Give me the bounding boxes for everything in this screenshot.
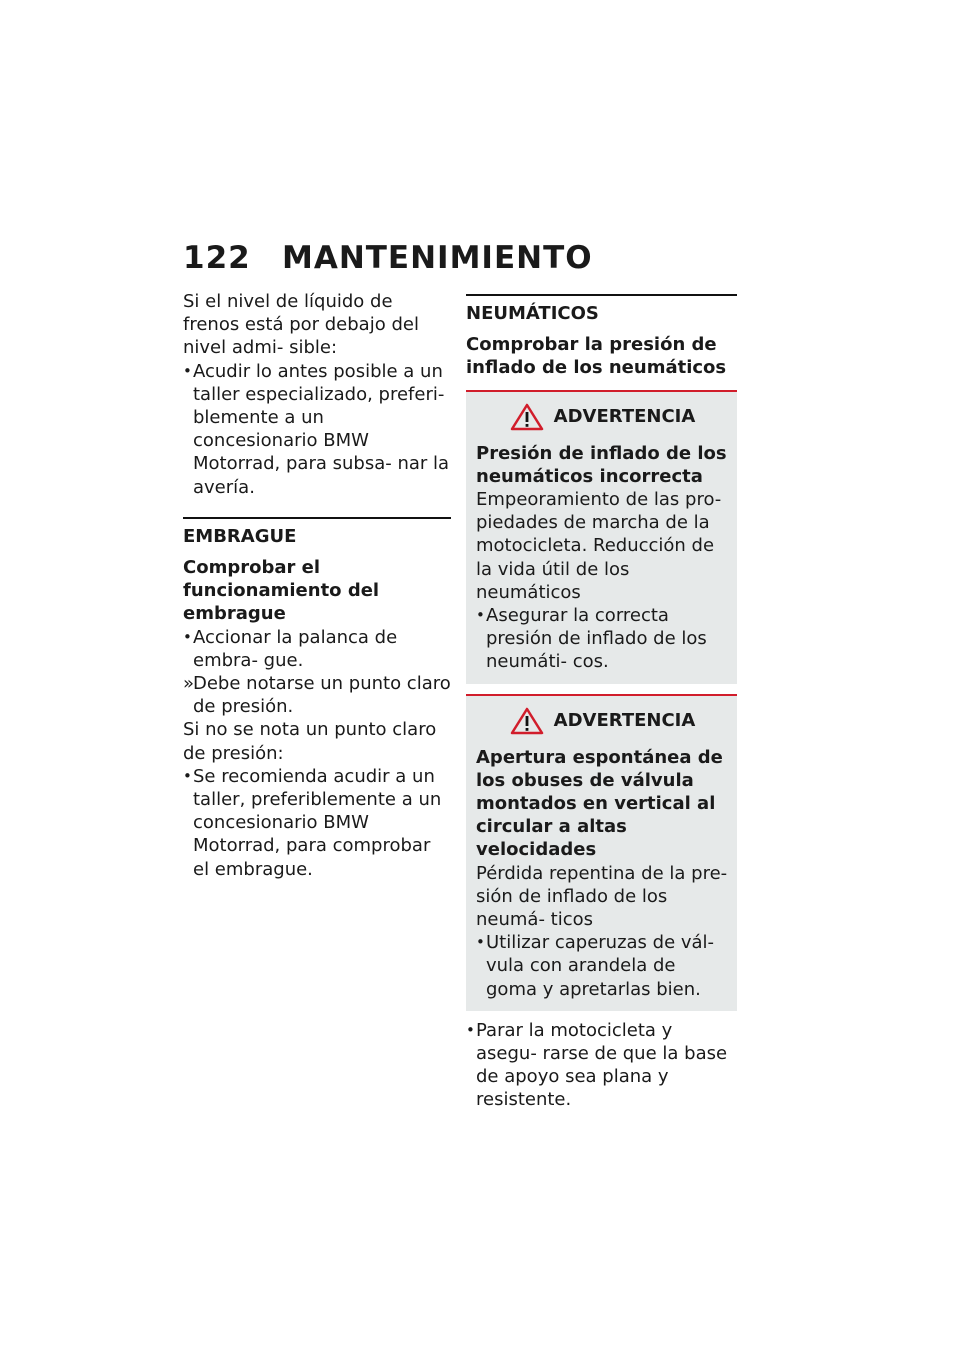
tyre-final-bullet: [466, 1019, 737, 1112]
bullet-mark: •: [466, 1020, 475, 1039]
section-title-neumaticos: NEUMÁTICOS: [466, 303, 599, 324]
bullet-text: Accionar la palanca de embra- gue.: [193, 626, 398, 671]
clutch-condition: Si no se nota un punto claro de presión:: [183, 719, 437, 764]
bullet-text: Parar la motocicleta y asegu- rarse de que la base de apoyo sea plana y resistente.: [476, 1019, 728, 1111]
warning-triangle-icon: [510, 707, 544, 735]
page-number: 122: [183, 240, 251, 276]
brake-fluid-bullet: [183, 360, 451, 499]
result-text: Debe notarse un punto claro de presión.: [193, 673, 451, 718]
warning-header: [476, 402, 729, 432]
bullet-mark: •: [476, 933, 485, 952]
result-mark: »: [183, 673, 195, 695]
warning-label: ADVERTENCIA: [553, 710, 696, 732]
clutch-bullet-2: [183, 765, 451, 881]
warning-bullet: [476, 604, 729, 674]
bullet-mark: •: [183, 766, 192, 785]
bullet-mark: •: [476, 606, 485, 625]
chapter-title: MANTENIMIENTO: [282, 240, 593, 276]
clutch-result-1: [183, 672, 451, 718]
subtitle-embrague: Comprobar el funcionamiento del embrague: [183, 557, 380, 625]
warning-text: Empeoramiento de las pro- piedades de marcha de la motocicleta. Reducción de la vida útil de los neumáticos: [476, 489, 722, 603]
bullet-text: Asegurar la correcta presión de inflado de los neumáti- cos.: [486, 605, 707, 673]
warning-heading: Apertura espontánea de los obuses de válvula montados en vertical al circular a altas velocidades: [476, 746, 723, 861]
warning-box-1: [466, 390, 737, 684]
clutch-bullet-1: [183, 626, 451, 672]
warning-header: [476, 706, 729, 736]
right-column: [466, 290, 737, 1112]
left-column: [183, 290, 451, 881]
warning-bullet: [476, 931, 729, 1001]
bullet-text: Acudir lo antes posible a un taller especializado, preferi- blemente a un concesionario BMW Motorrad, para subsa- nar la avería.: [193, 360, 450, 498]
warning-triangle-icon: [510, 403, 544, 431]
warning-heading: Presión de inflado de los neumáticos incorrecta: [476, 442, 727, 487]
bullet-mark: •: [183, 627, 192, 646]
section-divider: [466, 294, 737, 296]
section-divider: [183, 517, 451, 519]
warning-label: ADVERTENCIA: [553, 406, 696, 427]
section-title-embrague: EMBRAGUE: [183, 525, 297, 547]
bullet-text: Se recomienda acudir a un taller, preferiblemente a un concesionario BMW Motorrad, para comprobar el embrague.: [193, 765, 442, 880]
brake-fluid-intro: Si el nivel de líquido de frenos está por debajo del nivel admi- sible:: [183, 291, 419, 359]
warning-box-2: [466, 694, 737, 1011]
warning-text: Pérdida repentina de la pre- sión de inflado de los neumá- ticos: [476, 862, 728, 931]
subtitle-neumaticos: Comprobar la presión de inflado de los neumáticos: [466, 334, 727, 379]
bullet-text: Utilizar caperuzas de vál- vula con arandela de goma y apretarlas bien.: [486, 932, 715, 1000]
bullet-mark: •: [183, 361, 192, 380]
